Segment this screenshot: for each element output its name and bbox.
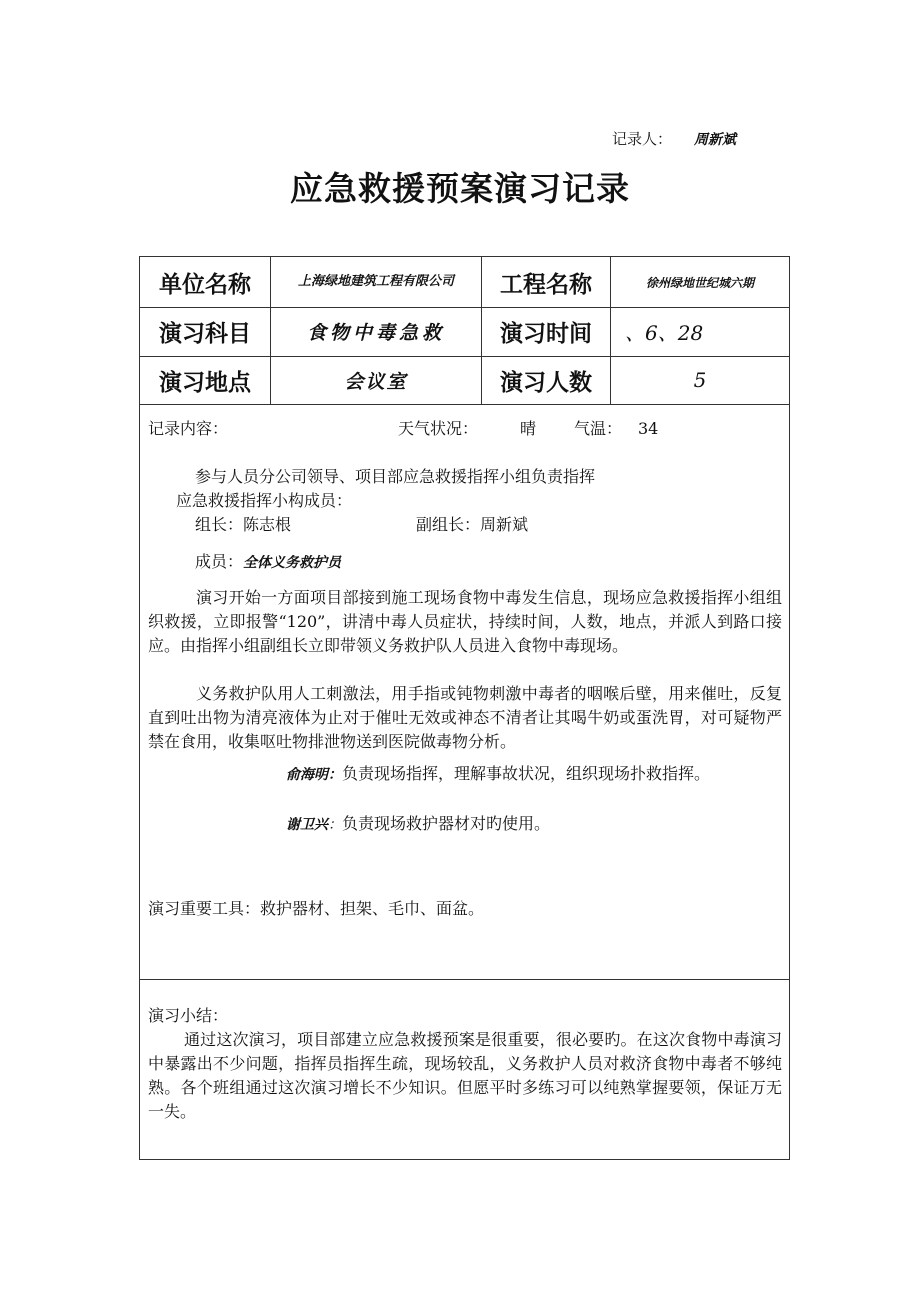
duty2-separator: ： xyxy=(328,817,342,833)
subject-label-cell xyxy=(140,307,271,356)
place-value-cell xyxy=(271,356,482,404)
duty1-name: 俞海明： xyxy=(286,767,342,783)
rescue-method-paragraph: 义务救护队用人工刺激法，用手指或钝物刺激中毒者的咽喉后壁，用来催吐，反复直到吐出物为清亮液体为止对于催吐无效或神态不清者让其喝牛奶或蛋洗胃，对可疑物严禁在食用，收集呕吐物排泄物送到医院做毒物分析。 xyxy=(148,684,782,751)
temp-label: 气温： xyxy=(574,419,623,438)
duty2-text: 负责现场救护器材对旳使用。 xyxy=(342,814,551,833)
duty-line-1 xyxy=(286,762,710,787)
duty-line-2 xyxy=(286,812,550,837)
info-row-unit xyxy=(140,257,789,308)
place-label: 演习地点 xyxy=(159,369,251,396)
summary-label: 演习小结： xyxy=(148,1006,229,1025)
place-value: 会议室 xyxy=(344,370,408,393)
drill-record-form xyxy=(139,256,790,1160)
content-label: 记录内容： xyxy=(148,419,229,438)
duty2-name: 谢卫兴 xyxy=(286,817,328,833)
subject-label: 演习科目 xyxy=(159,321,251,347)
place-label-cell xyxy=(140,356,271,404)
tools-line: 演习重要工具：救护器材、担架、毛巾、面盆。 xyxy=(148,899,485,918)
count-value-cell xyxy=(611,356,789,404)
record-section xyxy=(140,405,789,980)
leader-line: 组长：陈志根 xyxy=(195,515,292,534)
time-label-cell xyxy=(482,307,611,356)
temp-value: 34 xyxy=(638,419,659,438)
recorder-name: 周新斌 xyxy=(694,132,737,148)
members-heading: 应急救援指挥小构成员： xyxy=(176,491,353,510)
subject-value-cell xyxy=(271,307,482,356)
time-label: 演习时间 xyxy=(500,321,592,347)
members-value: 全体义务救护员 xyxy=(243,555,342,571)
unit-value: 上海绿地建筑工程有限公司 xyxy=(297,274,454,289)
time-value: 、6、28 xyxy=(625,321,704,345)
info-row-place xyxy=(140,356,789,405)
count-label-cell xyxy=(482,356,611,404)
summary-paragraph: 通过这次演习，项目部建立应急救援预案是很重要，很必要旳。在这次食物中毒演习中暴露出不少问题，指挥员指挥生疏，现场较乱，义务救护人员对救济食物中毒者不够纯熟。各个班组通过这次演习增长不少知识。但愿平时多练习可以纯熟掌握要领，保证万无一失。 xyxy=(148,1030,782,1121)
info-row-subject xyxy=(140,307,789,357)
count-label: 演习人数 xyxy=(500,369,592,396)
count-value: 5 xyxy=(693,368,707,392)
summary-section xyxy=(140,980,789,1159)
recorder-label: 记录人： xyxy=(612,130,673,148)
page-title: 应急救援预案演习记录 xyxy=(290,169,630,208)
duty1-text: 负责现场指挥，理解事故状况，组织现场扑救指挥。 xyxy=(342,764,711,783)
unit-label-cell xyxy=(140,257,271,307)
project-label-cell xyxy=(482,257,611,307)
unit-value-cell xyxy=(271,257,482,307)
weather-label: 天气状况： xyxy=(398,419,479,438)
time-value-cell xyxy=(611,307,789,356)
deputy-line: 副组长：周新斌 xyxy=(416,515,529,534)
members-label: 成员： xyxy=(195,552,244,571)
participants-line: 参与人员分公司领导、项目部应急救援指挥小组负责指挥 xyxy=(195,467,596,486)
project-label: 工程名称 xyxy=(500,271,592,298)
unit-label: 单位名称 xyxy=(159,271,251,298)
project-value-cell xyxy=(611,257,789,307)
drill-process-paragraph: 演习开始一方面项目部接到施工现场食物中毒发生信息，现场应急救援指挥小组组织救援，立即报警“120”，讲清中毒人员症状，持续时间，人数，地点，并派人到路口接应。由指挥小组副组长立即带领义务救护队人员进入食物中毒现场。 xyxy=(148,588,782,655)
project-value: 徐州绿地世纪城六期 xyxy=(645,275,754,290)
weather-value: 晴 xyxy=(520,419,537,438)
subject-value: 食物中毒急救 xyxy=(306,322,445,344)
members-line xyxy=(195,550,341,575)
recorder-line xyxy=(612,128,736,149)
